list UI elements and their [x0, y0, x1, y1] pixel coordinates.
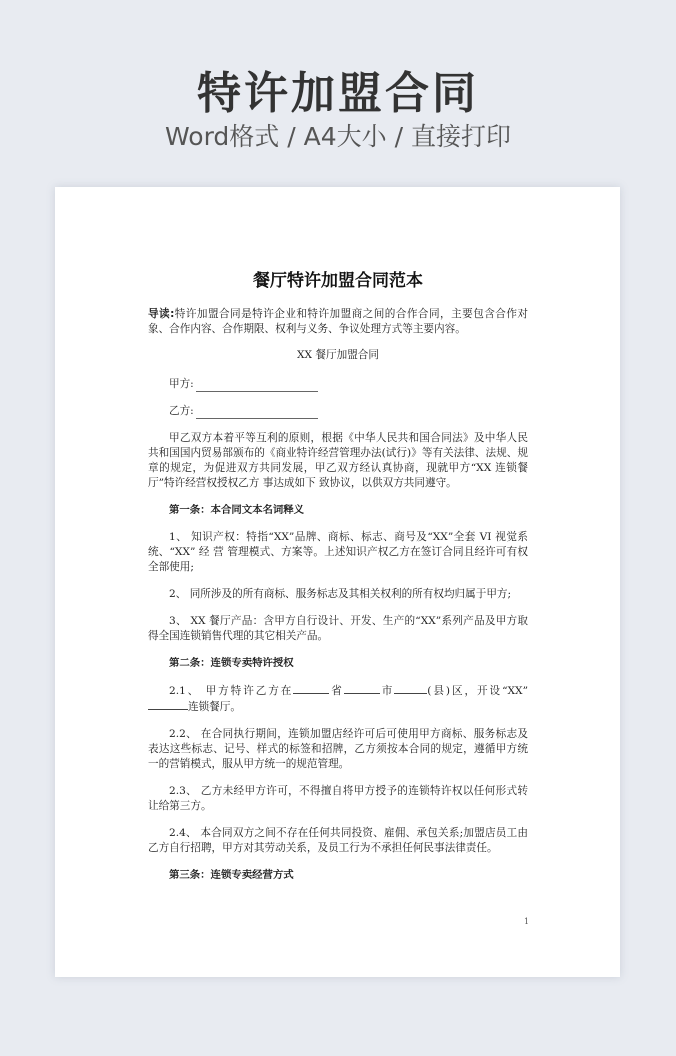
brand-label: “XX” [502, 685, 528, 697]
lead-label: 导读: [148, 308, 175, 320]
party-b-field[interactable] [196, 407, 318, 419]
party-a-field[interactable] [196, 380, 318, 392]
article-1-item: 3、 XX 餐厅产品：含甲方自行设计、开发、生产的“XX”系列产品及甲方取得全国连锁销售代理的其它相关产品。 [148, 615, 528, 642]
lead-paragraph [148, 307, 528, 337]
document-title: 餐厅特许加盟合同范本 [253, 271, 423, 291]
article-2-item: 2.4、 本合同双方之间不存在任何共同投资、雇佣、承包关系;加盟店员工由乙方自行招聘，甲方对其劳动关系，及员工行为不承担任何民事法律责任。 [148, 827, 528, 854]
city-label: 市 [379, 685, 395, 697]
banner-title: 特许加盟合同 [197, 68, 479, 119]
article-1-item: 1、 知识产权：特指“XX”品牌、商标、标志、商号及“XX”全套 VI 视觉系统、“XX” 经 营 管理模式、方案等。上述知识产权乙方在签订合同且经许可有权全部使用; [148, 531, 528, 573]
province-label: 省 [329, 685, 344, 697]
article-3-heading: 第三条：连锁专卖经营方式 [169, 869, 294, 881]
preamble-paragraph: 甲乙双方本着平等互利的原则，根据《中华人民共和国合同法》及中华人民共和国国内贸易部颁布的《商业特许经营管理办法(试行)》等有关法律、法规、规 章的规定，为促进双方共同发展，甲乙双方经认真协商，现就甲方“XX 连锁餐厅”特许经营权授权乙方 事达成如下 致协议，以供双方共同遵守。 [148, 432, 528, 489]
clause-2-1-suffix: 连锁餐厅。 [188, 701, 241, 713]
contract-title: XX 餐厅加盟合同 [296, 349, 379, 361]
document-body [148, 269, 528, 895]
article-1-item: 2、 同所涉及的所有商标、服务标志及其相关权利的所有权均归属于甲方; [169, 588, 512, 600]
document-page [55, 187, 620, 977]
page-number: 1 [524, 917, 530, 926]
article-2-item: 2.2、 在合同执行期间，连锁加盟店经许可后可使用甲方商标、服务标志及表达这些标志、记号、样式的标签和招牌，乙方须按本合同的规定，遵循甲方统一的营销模式，服从甲方统一的规范管理。 [148, 728, 528, 770]
province-blank[interactable] [293, 683, 329, 694]
article-2-heading: 第二条：连锁专卖特许授权 [169, 657, 294, 669]
county-blank[interactable] [394, 683, 427, 694]
banner-subtitle: Word格式 / A4大小 / 直接打印 [165, 122, 511, 151]
city-blank[interactable] [344, 683, 380, 694]
store-name-blank[interactable] [148, 699, 188, 710]
party-a-label: 甲方: [169, 378, 194, 390]
clause-2-1-prefix: 2.1、 甲方特许乙方在 [169, 685, 294, 697]
lead-text: 特许加盟合同是特许企业和特许加盟商之间的合作合同，主要包含合作对象、合作内容、合作期限、权利与义务、争议处理方式等主要内容。 [148, 308, 528, 335]
party-a-row [169, 377, 528, 392]
party-b-label: 乙方: [169, 405, 194, 417]
party-b-row [169, 404, 528, 419]
article-2-item: 2.3、 乙方未经甲方许可，不得擅自将甲方授予的连锁特许权以任何形式转让给第三方。 [148, 785, 528, 812]
clause-2-1 [148, 683, 528, 715]
county-label: (县)区，开设 [427, 685, 503, 697]
article-1-heading: 第一条：本合同文本名词释义 [169, 504, 305, 516]
